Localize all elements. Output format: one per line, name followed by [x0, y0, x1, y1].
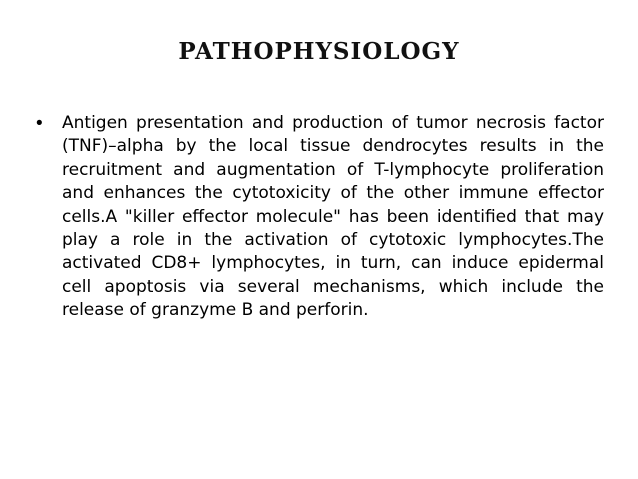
bullet-item [36, 112, 604, 323]
slide-body [36, 112, 604, 323]
slide-title: pathophysiology [178, 28, 460, 67]
bullet-marker: • [36, 113, 43, 134]
bullet-text: Antigen presentation and production of tumor necrosis factor (TNF)–alpha by the local tissue dendrocytes results in the recruitment and augmentation of T-lymphocyte proliferation and enhances the cytotoxicity of the other immune effector cells.A "killer effector molecule" has been identified that may play a role in the activation of cytotoxic lymphocytes.The activated CD8+ lymphocytes, in turn, can induce epidermal cell apoptosis via several mechanisms, which include the release of granzyme B and perforin. [62, 113, 604, 321]
